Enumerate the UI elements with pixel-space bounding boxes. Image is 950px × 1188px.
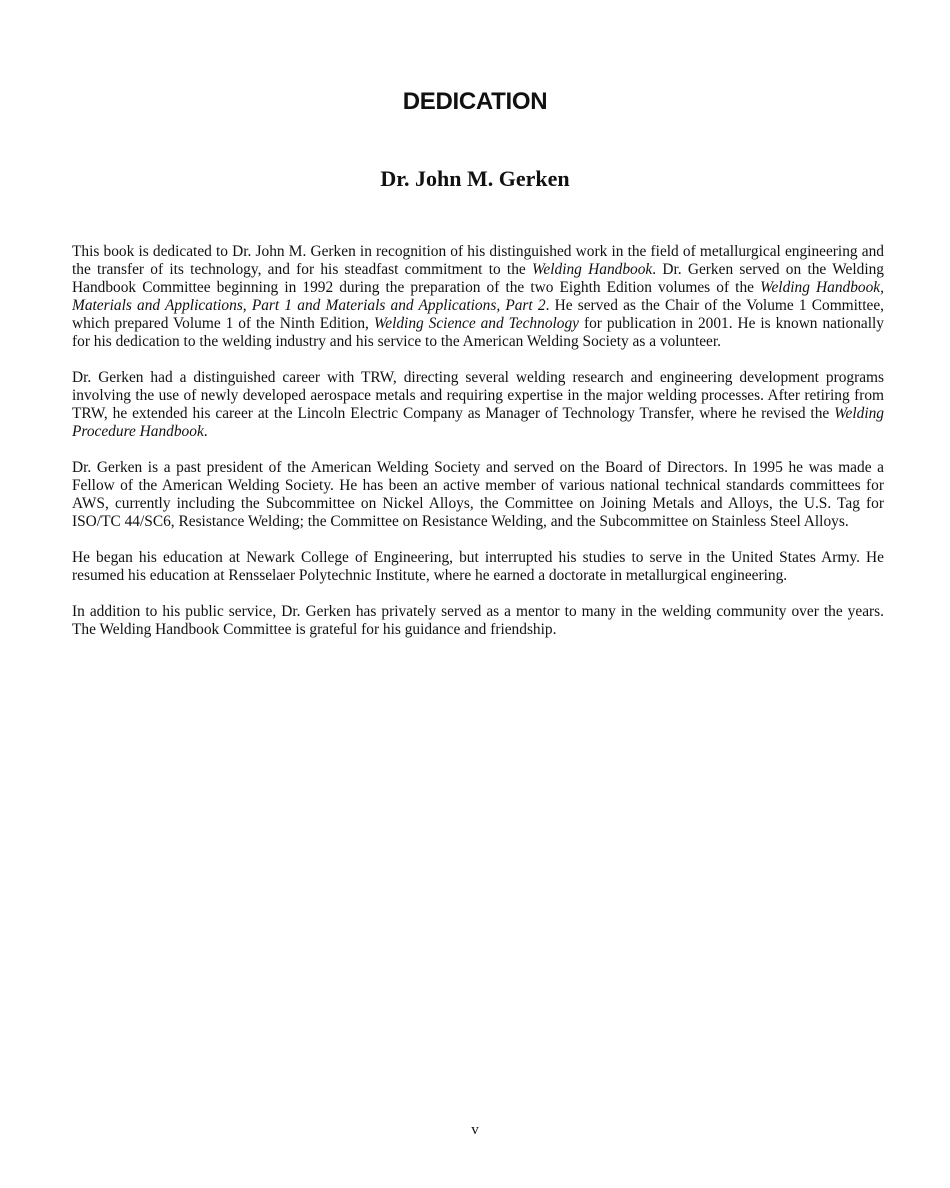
text-run: Dr. Gerken had a distinguished career with TRW, directing several welding research and engineering development programs involving the use of newly developed aerospace metals and requiring expertise in the major welding processes. After retiring from TRW, he extended his career at the Lincoln Electric Company as Manager of Technology Transfer, where he revised the (72, 369, 884, 422)
honoree-name: Dr. John M. Gerken (380, 166, 570, 191)
paragraph (72, 369, 884, 441)
paragraph (72, 549, 884, 585)
text-run: In addition to his public service, Dr. Gerken has privately served as a mentor to many in the welding community over the years. The Welding Handbook Committee is grateful for his guidance and friendship. (72, 603, 884, 638)
dedication-body (72, 243, 884, 657)
paragraph (72, 243, 884, 351)
italic-title: Welding Procedure Handbook (72, 405, 884, 440)
paragraph (72, 603, 884, 639)
italic-title: Welding Handbook (532, 261, 653, 278)
text-run: This book is dedicated to Dr. John M. Gerken in recognition of his distinguished work in the field of metallurgical engineering and the transfer of its technology, and for his steadfast commitment to the (72, 243, 884, 278)
paragraph (72, 459, 884, 531)
page-title: DEDICATION (402, 88, 548, 115)
text-run: for publication in 2001. He is known nationally for his dedication to the welding industry and his service to the American Welding Society as a volunteer. (72, 315, 884, 350)
page-number: v (471, 1122, 479, 1138)
text-run: He began his education at Newark College of Engineering, but interrupted his studies to serve in the United States Army. He resumed his education at Rensselaer Polytechnic Institute, where he earned a doctorate in metallurgical engineering. (72, 549, 884, 584)
text-run: . Dr. Gerken served on the Welding Handbook Committee beginning in 1992 during the preparation of the two Eighth Edition volumes of the (72, 261, 884, 296)
italic-title: Welding Handbook, Materials and Applications, Part 1 and Materials and Applications, Part 2 (72, 279, 884, 314)
text-run: Dr. Gerken is a past president of the American Welding Society and served on the Board of Directors. In 1995 he was made a Fellow of the American Welding Society. He has been an active member of various national technical standards committees for AWS, currently including the Subcommittee on Nickel Alloys, the Committee on Joining Metals and Alloys, the U.S. Tag for ISO/TC 44/SC6, Resistance Welding; the Committee on Resistance Welding, and the Subcommittee on Stainless Steel Alloys. (72, 459, 884, 530)
text-run: . He served as the Chair of the Volume 1 Committee, which prepared Volume 1 of the Ninth Edition, (72, 297, 884, 332)
text-run: . (203, 423, 208, 440)
italic-title: Welding Science and Technology (373, 315, 580, 332)
